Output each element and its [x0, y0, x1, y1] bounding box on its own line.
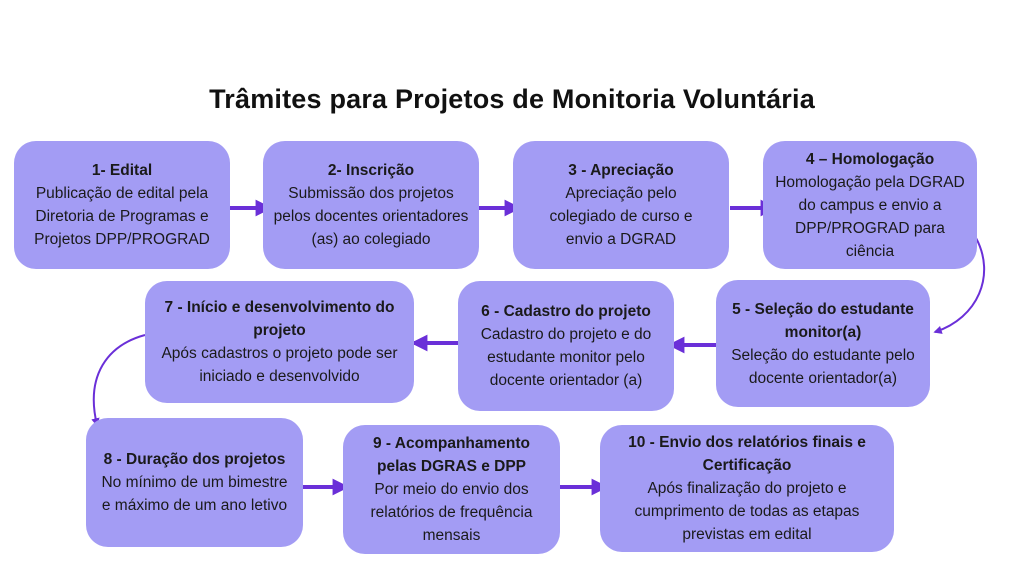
- step-10-heading: 10 - Envio dos relatórios finais e Certificação: [628, 434, 866, 474]
- step-10-description: Após finalização do projeto e cumprimento de todas as etapas previstas em edital: [634, 480, 860, 543]
- step-3-heading: 3 - Apreciação: [568, 162, 674, 179]
- step-6-description: Cadastro do projeto e do estudante monitor pelo docente orientador (a): [480, 326, 652, 389]
- step-7-description: Após cadastros o projeto pode ser iniciado e desenvolvido: [161, 345, 398, 385]
- step-2-box: [263, 141, 479, 269]
- step-7-heading: 7 - Início e desenvolvimento do projeto: [164, 299, 395, 339]
- step-2-description: Submissão dos projetos pelos docentes orientadores (as) ao colegiado: [273, 185, 469, 248]
- step-4-heading: 4 – Homologação: [805, 150, 935, 168]
- step-3-description: Apreciação pelo colegiado de curso e envio a DGRAD: [549, 185, 693, 248]
- step-8-box: [86, 418, 303, 547]
- step-7-box: [145, 281, 414, 403]
- step-1-heading: 1- Edital: [91, 162, 153, 179]
- step-4-description: Homologação pela DGRAD do campus e envio a DPP/PROGRAD para ciência: [775, 173, 965, 260]
- step-8-heading: 8 - Duração dos projetos: [103, 451, 286, 468]
- step-9-box: [343, 425, 560, 554]
- step-5-box: [716, 280, 930, 407]
- step-3-box: [513, 141, 729, 269]
- arrow-7-to-8: [94, 335, 145, 425]
- step-6-heading: 6 - Cadastro do projeto: [481, 303, 651, 320]
- step-5-heading: 5 - Seleção do estudante monitor(a): [732, 300, 914, 341]
- page-title: Trâmites para Projetos de Monitoria Voluntária: [209, 84, 815, 114]
- step-1-box: [14, 141, 230, 269]
- step-2-heading: 2- Inscrição: [327, 162, 415, 179]
- step-10-box: [600, 425, 894, 552]
- step-4-box: [763, 141, 977, 269]
- step-9-description: Por meio do envio dos relatórios de frequência mensais: [370, 481, 533, 544]
- step-1-description: Publicação de edital pela Diretoria de Programas e Projetos DPP/PROGRAD: [34, 185, 210, 248]
- step-5-description: Seleção do estudante pelo docente orientador(a): [731, 346, 915, 387]
- step-6-box: [458, 281, 674, 411]
- step-8-description: No mínimo de um bimestre e máximo de um ano letivo: [101, 474, 288, 514]
- step-9-heading: 9 - Acompanhamento pelas DGRAS e DPP: [372, 435, 531, 475]
